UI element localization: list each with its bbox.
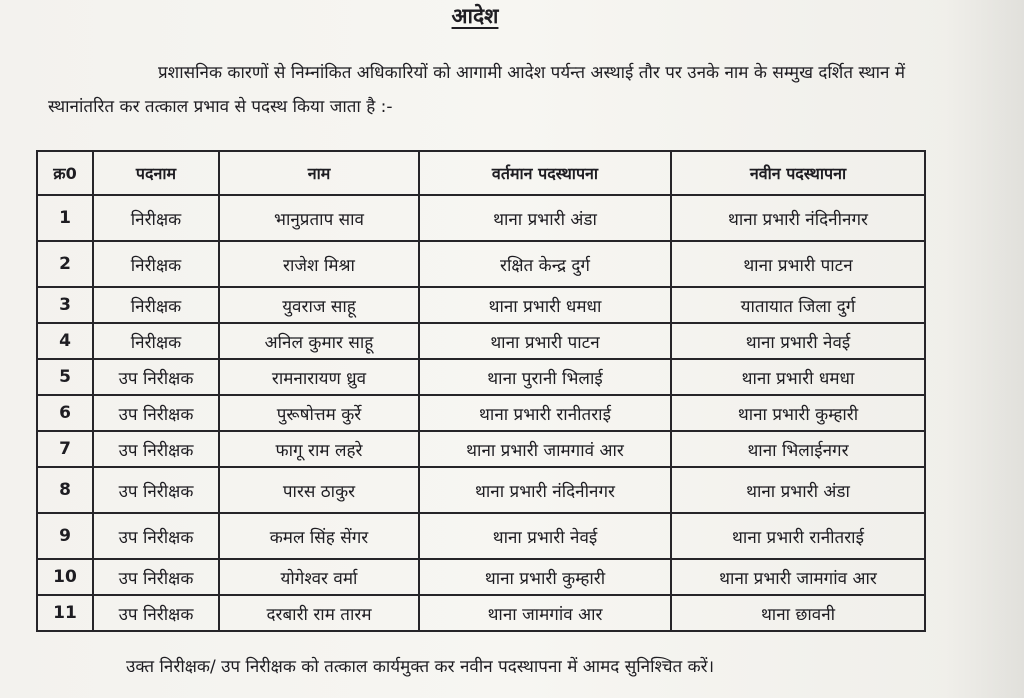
cell-current-posting: थाना प्रभारी नंदिनीनगर (419, 467, 671, 513)
cell-current-posting: थाना प्रभारी जामगावं आर (419, 431, 671, 467)
cell-new-posting: थाना प्रभारी जामगांव आर (671, 559, 925, 595)
cell-current-posting: थाना प्रभारी रानीतराई (419, 395, 671, 431)
cell-current-posting: थाना प्रभारी नेवई (419, 513, 671, 559)
cell-new-posting: थाना प्रभारी पाटन (671, 241, 925, 287)
table-row (37, 559, 925, 595)
table-header-row (37, 151, 925, 195)
table-row (37, 467, 925, 513)
cell-serial: 5 (37, 359, 93, 395)
header-serial: क्र0 (37, 151, 93, 195)
cell-name: राजेश मिश्रा (219, 241, 419, 287)
cell-rank: उप निरीक्षक (93, 359, 219, 395)
cell-rank: उप निरीक्षक (93, 431, 219, 467)
cell-rank: उप निरीक्षक (93, 395, 219, 431)
table-row (37, 595, 925, 631)
cell-name: पुरूषोत्तम कुर्रे (219, 395, 419, 431)
cell-current-posting: थाना प्रभारी धमधा (419, 287, 671, 323)
cell-rank: निरीक्षक (93, 287, 219, 323)
cell-new-posting: थाना प्रभारी कुम्हारी (671, 395, 925, 431)
table-row (37, 359, 925, 395)
cell-rank: उप निरीक्षक (93, 595, 219, 631)
table-row (37, 323, 925, 359)
cell-serial: 10 (37, 559, 93, 595)
cell-rank: निरीक्षक (93, 323, 219, 359)
cell-new-posting: थाना प्रभारी रानीतराई (671, 513, 925, 559)
intro-paragraph: प्रशासनिक कारणों से निम्नांकित अधिकारियों को आगामी आदेश पर्यन्त अस्थाई तौर पर उनके नाम के सम्मुख दर्शित स्थान में स्थानांतरित कर तत्काल प्रभाव से पदस्थ किया जाता है :- (48, 63, 906, 117)
cell-new-posting: थाना भिलाईनगर (671, 431, 925, 467)
header-current-posting: वर्तमान पदस्थापना (419, 151, 671, 195)
cell-serial: 3 (37, 287, 93, 323)
cell-name: पारस ठाकुर (219, 467, 419, 513)
header-name: नाम (219, 151, 419, 195)
cell-rank: निरीक्षक (93, 241, 219, 287)
cell-serial: 7 (37, 431, 93, 467)
cell-name: दरबारी राम तारम (219, 595, 419, 631)
cell-serial: 4 (37, 323, 93, 359)
cell-current-posting: थाना प्रभारी अंडा (419, 195, 671, 241)
table-row (37, 431, 925, 467)
cell-rank: निरीक्षक (93, 195, 219, 241)
cell-name: योगेश्वर वर्मा (219, 559, 419, 595)
cell-serial: 8 (37, 467, 93, 513)
table-row (37, 241, 925, 287)
table-row (37, 287, 925, 323)
header-rank: पदनाम (93, 151, 219, 195)
document-title: आदेश (451, 4, 499, 28)
cell-serial: 9 (37, 513, 93, 559)
cell-name: कमल सिंह सेंगर (219, 513, 419, 559)
cell-new-posting: थाना प्रभारी नेवई (671, 323, 925, 359)
footer-instruction: उक्त निरीक्षक/ उप निरीक्षक को तत्काल कार्यमुक्त कर नवीन पदस्थापना में आमद सुनिश्चित करें। (126, 657, 715, 677)
cell-rank: उप निरीक्षक (93, 559, 219, 595)
cell-new-posting: थाना प्रभारी नंदिनीनगर (671, 195, 925, 241)
cell-rank: उप निरीक्षक (93, 513, 219, 559)
cell-new-posting: यातायात जिला दुर्ग (671, 287, 925, 323)
cell-current-posting: थाना प्रभारी कुम्हारी (419, 559, 671, 595)
cell-name: युवराज साहू (219, 287, 419, 323)
cell-name: अनिल कुमार साहू (219, 323, 419, 359)
cell-name: भानुप्रताप साव (219, 195, 419, 241)
table-row (37, 513, 925, 559)
cell-serial: 11 (37, 595, 93, 631)
cell-serial: 2 (37, 241, 93, 287)
cell-serial: 1 (37, 195, 93, 241)
cell-rank: उप निरीक्षक (93, 467, 219, 513)
cell-current-posting: थाना पुरानी भिलाई (419, 359, 671, 395)
cell-new-posting: थाना छावनी (671, 595, 925, 631)
cell-name: फागू राम लहरे (219, 431, 419, 467)
header-new-posting: नवीन पदस्थापना (671, 151, 925, 195)
cell-current-posting: थाना प्रभारी पाटन (419, 323, 671, 359)
cell-new-posting: थाना प्रभारी धमधा (671, 359, 925, 395)
transfer-table (36, 150, 926, 632)
cell-name: रामनारायण ध्रुव (219, 359, 419, 395)
cell-serial: 6 (37, 395, 93, 431)
cell-current-posting: रक्षित केन्द्र दुर्ग (419, 241, 671, 287)
cell-new-posting: थाना प्रभारी अंडा (671, 467, 925, 513)
table-row (37, 195, 925, 241)
cell-current-posting: थाना जामगांव आर (419, 595, 671, 631)
table-row (37, 395, 925, 431)
